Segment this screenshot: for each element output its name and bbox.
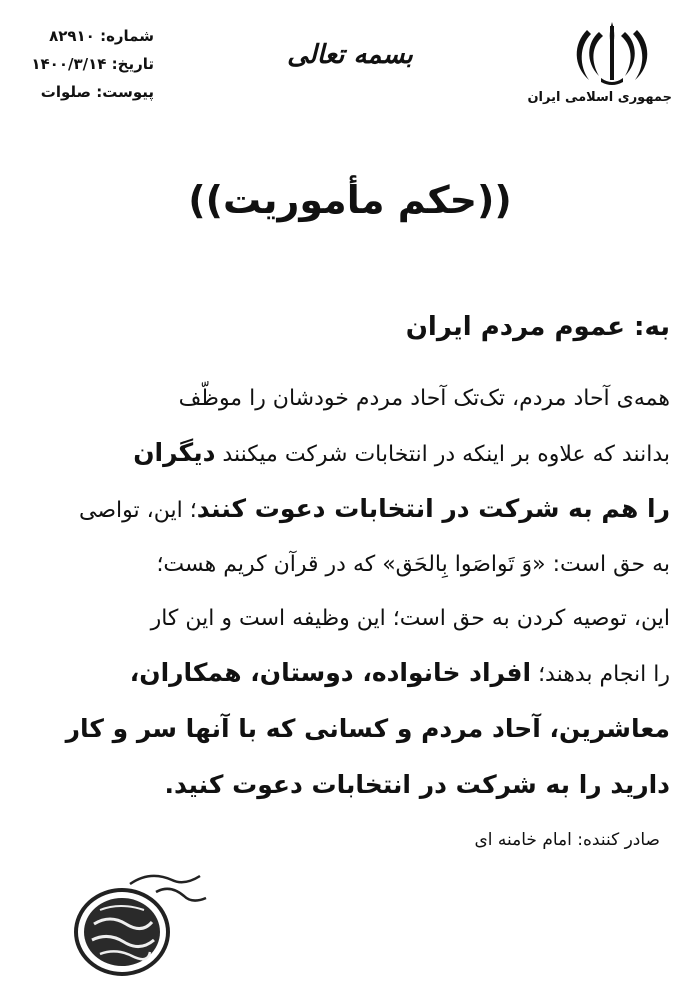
- invocation: بسمه تعالی: [287, 40, 413, 70]
- body-bold-text: دارید را به شرکت در انتخابات دعوت کنید.: [164, 770, 670, 799]
- body-line: [30, 538, 670, 592]
- body-line: [30, 426, 670, 482]
- body-text: ؛ این، تواصی: [79, 498, 197, 523]
- body-line: [30, 592, 670, 646]
- letter-number: شماره: ۸۲۹۱۰: [49, 27, 154, 45]
- body-bold-text: افراد خانواده، دوستان، همکاران،: [129, 658, 532, 687]
- body-text: این، توصیه کردن به حق است؛ این وظیفه است و این کار: [150, 606, 670, 631]
- seal-stamp-icon: [60, 862, 210, 982]
- body-text: را انجام بدهند؛: [538, 662, 670, 687]
- body-text: همه‌ی آحاد مردم، تک‌تک آحاد مردم خودشان را موظّف: [178, 386, 670, 411]
- body-line: [30, 482, 670, 538]
- body-bold-text: را هم به شرکت در انتخابات دعوت کنند: [196, 494, 670, 523]
- body-text: بدانند که علاوه بر اینکه در انتخابات شرکت میکنند: [222, 442, 670, 467]
- iran-emblem-icon: [569, 18, 655, 88]
- body-line: [30, 372, 670, 426]
- letter-attachment: پیوست: صلوات: [40, 83, 154, 101]
- document-title: ((حکم مأموریت)): [188, 178, 512, 222]
- body-line: [30, 646, 670, 702]
- emblem: [527, 18, 672, 105]
- emblem-caption: جمهوری اسلامی ایران: [527, 90, 672, 105]
- body-bold-text: معاشرین، آحاد مردم و کسانی که با آنها سر و کار: [65, 714, 670, 743]
- body-bold-text: دیگران: [133, 438, 216, 467]
- body-paragraph: [30, 372, 670, 814]
- body-line: [30, 758, 670, 814]
- body-line: [30, 702, 670, 758]
- letter-meta: [14, 22, 154, 106]
- recipient-line: به: عموم مردم ایران: [405, 312, 670, 342]
- body-text: به حق است: «وَ تَواصَوا بِالحَق» که در قرآن کریم هست؛: [156, 552, 670, 577]
- letter-date: تاریخ: ۱۴۰۰/۳/۱۴: [31, 55, 154, 73]
- issuer-line: صادر کننده: امام خامنه ای: [474, 830, 660, 850]
